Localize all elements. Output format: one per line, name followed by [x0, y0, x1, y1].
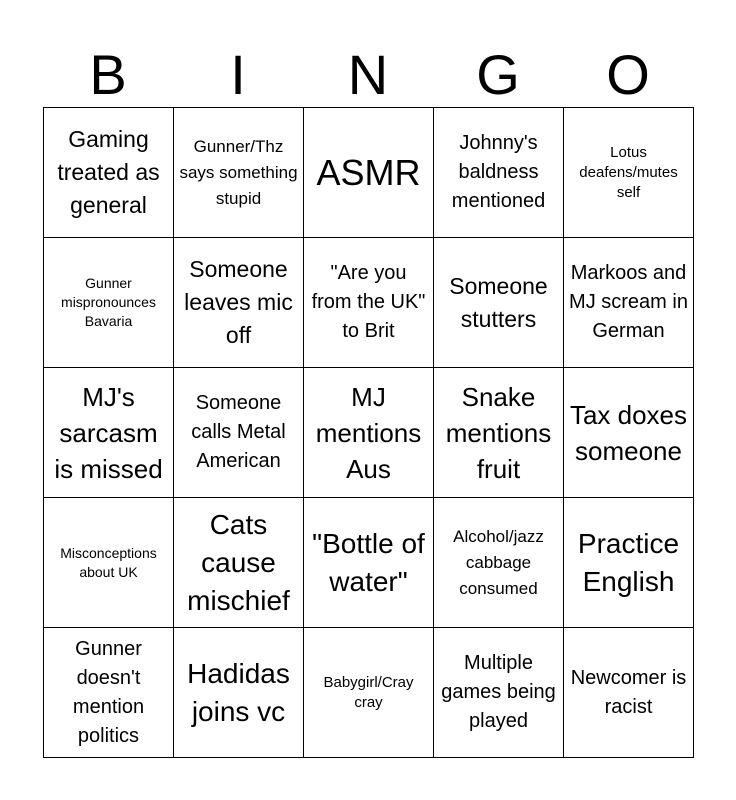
cell-text: MJ's sarcasm is missed — [54, 381, 163, 484]
bingo-cell-r1c4[interactable] — [434, 108, 564, 238]
bingo-cell-r5c3[interactable] — [304, 628, 434, 758]
cell-text: Snake mentions fruit — [445, 381, 552, 484]
cell-text: Gunner mispronounces Bavaria — [61, 275, 156, 329]
bingo-header — [43, 42, 693, 108]
cell-text: ASMR — [316, 151, 421, 193]
bingo-cell-r2c2[interactable] — [174, 238, 304, 368]
bingo-cell-r2c1[interactable] — [44, 238, 174, 368]
bingo-cell-r3c2[interactable] — [174, 368, 304, 498]
cell-text: Alcohol/jazz cabbage consumed — [453, 526, 544, 598]
cell-text: Tax doxes someone — [569, 399, 688, 466]
bingo-cell-r2c5[interactable] — [564, 238, 694, 368]
bingo-cell-r2c3[interactable] — [304, 238, 434, 368]
bingo-cell-r5c2[interactable] — [174, 628, 304, 758]
cell-text: Hadidas joins vc — [187, 657, 290, 727]
cell-text: Johnny's baldness mentioned — [451, 132, 546, 212]
cell-text: Markoos and MJ scream in German — [569, 262, 688, 342]
cell-text: Someone leaves mic off — [184, 256, 293, 348]
cell-text: Multiple games being played — [441, 652, 556, 732]
cell-text: Babygirl/Cray cray — [323, 673, 414, 711]
header-letter-g: G — [476, 43, 520, 106]
cell-text: Gunner doesn't mention politics — [72, 637, 145, 747]
bingo-board — [43, 107, 694, 758]
bingo-cell-r5c4[interactable] — [434, 628, 564, 758]
bingo-cell-r3c3[interactable] — [304, 368, 434, 498]
bingo-cell-r4c1[interactable] — [44, 498, 174, 628]
header-letter-n: N — [347, 43, 389, 106]
bingo-cell-r1c3[interactable] — [304, 108, 434, 238]
header-letter-i: I — [230, 43, 246, 106]
cell-text: Lotus deafens/mutes self — [579, 143, 678, 201]
bingo-cell-r2c4[interactable] — [434, 238, 564, 368]
bingo-cell-r3c1[interactable] — [44, 368, 174, 498]
cell-text: "Bottle of water" — [312, 527, 425, 597]
bingo-cell-r4c3[interactable] — [304, 498, 434, 628]
cell-text: Someone calls Metal American — [191, 392, 286, 472]
header-letter-b: B — [89, 43, 127, 106]
cell-text: MJ mentions Aus — [315, 381, 422, 484]
cell-text: Cats cause mischief — [187, 508, 290, 616]
cell-text: Practice English — [577, 527, 680, 597]
bingo-cell-r1c5[interactable] — [564, 108, 694, 238]
cell-text: Gaming treated as general — [57, 126, 160, 218]
cell-text: Someone stutters — [449, 272, 548, 332]
cell-text: Gunner/Thz says something stupid — [179, 136, 298, 208]
cell-text: Newcomer is racist — [570, 666, 687, 718]
bingo-cell-r3c5[interactable] — [564, 368, 694, 498]
bingo-cell-r5c5[interactable] — [564, 628, 694, 758]
bingo-cell-r5c1[interactable] — [44, 628, 174, 758]
bingo-cell-r4c5[interactable] — [564, 498, 694, 628]
bingo-cell-r4c2[interactable] — [174, 498, 304, 628]
cell-text: Misconceptions about UK — [60, 544, 157, 580]
bingo-cell-r1c2[interactable] — [174, 108, 304, 238]
cell-text: "Are you from the UK" to Brit — [311, 262, 426, 342]
bingo-cell-r4c4[interactable] — [434, 498, 564, 628]
bingo-cell-r1c1[interactable] — [44, 108, 174, 238]
header-letter-o: O — [606, 43, 650, 106]
bingo-cell-r3c4[interactable] — [434, 368, 564, 498]
